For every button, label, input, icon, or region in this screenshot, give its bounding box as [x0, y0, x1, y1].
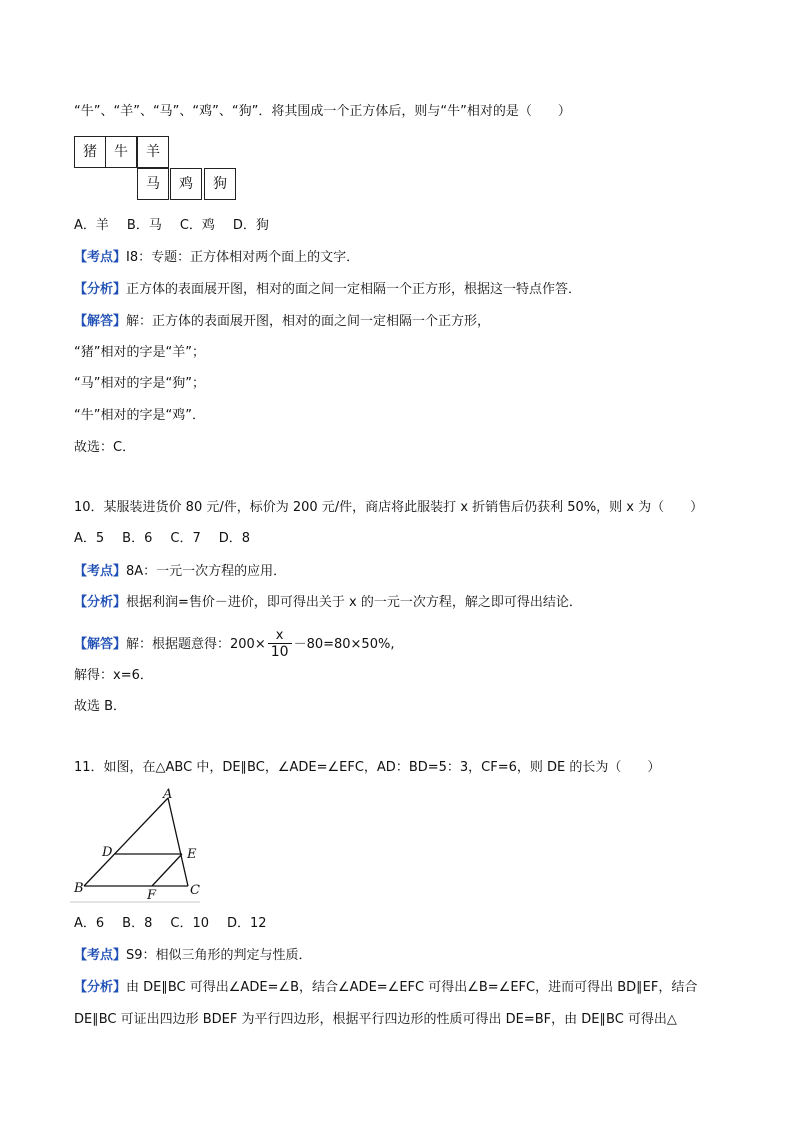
q11-kaodian: [74, 946, 312, 966]
fenxi-tag: 【分析】: [74, 282, 127, 297]
kaodian-text: I8：专题：正方体相对两个面上的文字．: [126, 250, 360, 265]
option-a: A．5: [74, 531, 105, 546]
fenxi-text: 正方体的表面展开图，相对的面之间一定相隔一个正方形，根据这一特点作答．: [126, 282, 582, 297]
q9-answer: 故选：C．: [74, 440, 136, 455]
jieda-tag: 【解答】: [74, 637, 127, 652]
fenxi-tag: 【分析】: [74, 980, 127, 995]
q10-jieda: [74, 628, 394, 662]
q11-fenxi-cont: DE∥BC 可证出四边形 BDEF 为平行四边形，根据平行四边形的性质可得出 DE=BF，由 DE∥BC 可得出△: [74, 1012, 677, 1027]
segment-ac: [168, 798, 188, 886]
label-d: D: [102, 845, 113, 860]
fraction: [268, 629, 292, 660]
kaodian-text: S9：相似三角形的判定与性质．: [126, 948, 312, 963]
q10-kaodian: [74, 562, 286, 582]
q9-pair-1: “猪”相对的字是“羊”；: [74, 345, 205, 360]
q10-answer: 故选 B．: [74, 699, 127, 714]
jieda-suffix: －80=80×50%,: [293, 637, 395, 652]
q9-jieda: [74, 312, 490, 332]
label-e: E: [187, 847, 197, 862]
net-cell: 狗: [204, 168, 236, 200]
q9-pair-3: “牛”相对的字是“鸡”．: [74, 408, 205, 423]
q9-kaodian: [74, 248, 359, 268]
label-a: A: [163, 787, 173, 802]
net-cell: 鸡: [170, 168, 202, 200]
option-d: D．12: [227, 916, 267, 931]
fenxi-tag: 【分析】: [74, 595, 127, 610]
net-cell: 羊: [137, 136, 169, 168]
kaodian-tag: 【考点】: [74, 250, 127, 265]
q9-pair-2: “马”相对的字是“狗”；: [74, 376, 205, 391]
segment-ef: [152, 854, 182, 886]
kaodian-text: 8A：一元一次方程的应用．: [126, 564, 287, 579]
jieda-prefix: 解：根据题意得：200×: [126, 637, 266, 652]
q9-options: [74, 216, 287, 236]
fraction-denominator: 10: [268, 643, 292, 660]
label-c: C: [190, 883, 200, 898]
fenxi-text: 根据利润=售价－进价，即可得出关于 x 的一元一次方程，解之即可得出结论．: [126, 595, 582, 610]
q10-stem: 10．某服装进货价 80 元/件，标价为 200 元/件，商店将此服装打 x 折销售后仍获利 50%，则 x 为（ ）: [74, 500, 704, 515]
net-cell: 猪: [74, 136, 106, 168]
triangle-figure: [70, 786, 210, 908]
jieda-tag: 【解答】: [74, 314, 127, 329]
option-a: A．6: [74, 916, 105, 931]
jieda-text: 解：正方体的表面展开图，相对的面之间一定相隔一个正方形，: [126, 314, 491, 329]
option-d: D．8: [218, 531, 251, 546]
option-b: B．马: [126, 218, 162, 233]
fraction-numerator: x: [275, 628, 284, 643]
q9-stem: “牛”、“羊”、“马”、“鸡”、“狗”．将其围成一个正方体后，则与“牛”相对的是（ ）: [74, 104, 571, 119]
q10-solve: 解得：x=6．: [74, 668, 153, 683]
option-c: C．鸡: [179, 218, 215, 233]
net-cell: 马: [137, 168, 169, 200]
net-cell: 牛: [105, 136, 137, 168]
q10-options: [74, 529, 268, 549]
option-a: A．羊: [74, 218, 109, 233]
q11-options: [74, 914, 285, 934]
q11-fenxi: [74, 978, 697, 998]
label-b: B: [74, 881, 84, 896]
q10-fenxi: [74, 593, 582, 613]
option-b: B．6: [122, 531, 153, 546]
kaodian-tag: 【考点】: [74, 948, 127, 963]
option-c: C．7: [170, 531, 201, 546]
fenxi-text-1: 由 DE∥BC 可得出∠ADE=∠B，结合∠ADE=∠EFC 可得出∠B=∠EFC，进而可得出 BD∥EF，结合: [126, 980, 698, 995]
segment-ab: [84, 798, 168, 886]
q11-stem: 11．如图，在△ABC 中，DE∥BC，∠ADE=∠EFC，AD：BD=5：3，CF=6，则 DE 的长为（ ）: [74, 760, 661, 775]
q9-fenxi: [74, 280, 581, 300]
option-b: B．8: [122, 916, 153, 931]
option-c: C．10: [170, 916, 209, 931]
option-d: D．狗: [232, 218, 269, 233]
label-f: F: [147, 888, 157, 903]
kaodian-tag: 【考点】: [74, 564, 127, 579]
